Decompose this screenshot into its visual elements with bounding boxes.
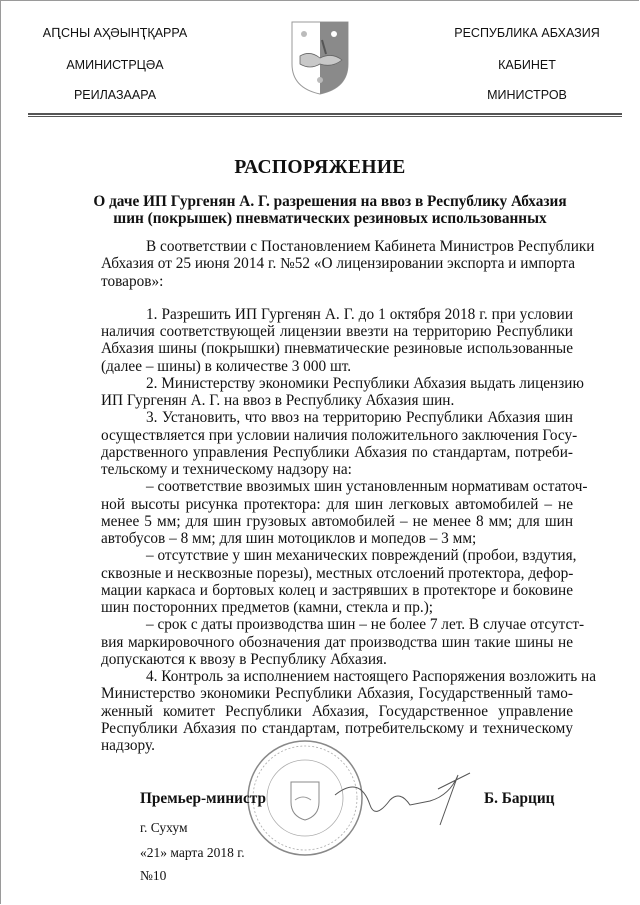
paragraph-line: Абхазия шины (покрышки) пневматические резиновые использованные (101, 340, 573, 358)
paragraph-line: наличия соответствующей лицензии ввезти на территорию Республики (101, 323, 573, 340)
header-left-line: АМИНИСТРЦӘА (66, 58, 164, 72)
paragraph-line: шин посторонних предметов (камни, стекла и пр.); (101, 599, 434, 616)
paragraph-line: товаров»: (101, 272, 164, 290)
handwritten-signature (330, 765, 480, 835)
signatory-name: Б. Барциц (484, 790, 555, 807)
paragraph-line: автобусов – 8 мм; для шин мотоциклов и мопедов – 3 мм; (101, 530, 477, 547)
paragraph (101, 238, 595, 290)
header-divider (28, 113, 622, 115)
header-right-line: КАБИНЕТ (498, 58, 556, 72)
paragraph-line: тельскому и техническому надзору на: (101, 461, 352, 478)
paragraph (101, 547, 577, 616)
paragraph (101, 478, 588, 547)
paragraph-line: 2. Министерству экономики Республики Абхазия выдать лицензию (146, 374, 584, 392)
paragraph-line: В соответствии с Постановлением Кабинета Министров Республики (146, 238, 595, 255)
paragraph-line: надзору. (101, 737, 155, 754)
paragraph-line: вия маркировочного обозначения дат производства шин такие шины не (101, 633, 573, 651)
paragraph-line: дарственного управления Республики Абхазия по стандартам, потреби- (101, 443, 573, 461)
signatory-position: Премьер-министр (140, 790, 266, 807)
coat-of-arms-emblem (290, 20, 350, 96)
paragraph-line: ной высоты рисунка протектора: для шин легковых автомобилей – не (101, 495, 573, 513)
document-title: РАСПОРЯЖЕНИЕ (234, 157, 406, 178)
header-left-line: АԤСНЫ АҲӘЫНҬҚАРРА (42, 26, 188, 40)
paragraph-line: ИП Гургенян А. Г. на ввоз в Республику Абхазия шин. (101, 392, 455, 409)
header-left-line: РЕИЛАЗААРА (73, 88, 157, 102)
header-right-line: РЕСПУБЛИКА АБХАЗИЯ (454, 26, 600, 40)
paragraph-line: мации каркаса и бортовых колец и застрявших в протекторе и боковине (101, 581, 573, 599)
paragraph-line: Абхазия от 25 июня 2014 г. №52 «О лицензировании экспорта и импорта (101, 255, 576, 273)
paragraph-line: – срок с даты производства шин – не более 7 лет. В случае отсутст- (146, 616, 585, 634)
paragraph (101, 374, 584, 410)
document-date: «21» марта 2018 г. (140, 845, 245, 860)
paragraph-line: сквозные и несквозные порезы), местных отслоений протектора, дефор- (101, 564, 574, 582)
paragraph-line: допускаются к ввозу в Республику Абхазия. (101, 650, 387, 668)
paragraph-line: Республики Абхазия по стандартам, потребительскому и техническому (101, 719, 573, 737)
paragraph (101, 616, 585, 668)
header-divider (28, 116, 622, 117)
subtitle-line: шин (покрышек) пневматических резиновых использованных (113, 210, 547, 228)
paragraph-line: (далее – шины) в количестве 3 000 шт. (101, 357, 352, 375)
paragraph-line: – отсутствие у шин механических повреждений (пробои, вздутия, (146, 547, 577, 565)
paragraph-line: 4. Контроль за исполнением настоящего Распоряжения возложить на (146, 668, 597, 685)
paragraph-line: 3. Установить, что ввоз на территорию Республики Абхазия шин (146, 409, 573, 427)
subtitle-line: О даче ИП Гургенян А. Г. разрешения на ввоз в Республику Абхазия (93, 193, 567, 210)
document-subtitle (60, 193, 600, 228)
paragraph-line: Министерство экономики Республики Абхазия, Государственный тамо- (101, 685, 573, 703)
paragraph (101, 409, 578, 478)
document-body (101, 238, 597, 754)
document-city: г. Сухум (140, 820, 188, 835)
paragraph (101, 306, 573, 375)
paragraph-line: женный комитет Республики Абхазия, Государственное управление (101, 702, 573, 720)
paragraph-line: – соответствие ввозимых шин установленным нормативам остаточ- (146, 478, 588, 496)
paragraph-line: менее 5 мм; для шин грузовых автомобилей – не менее 8 мм; для шин (101, 512, 573, 530)
document-number: №10 (140, 868, 167, 883)
header-right-line: МИНИСТРОВ (487, 88, 567, 102)
paragraph-line: осуществляется при условии наличия положительного заключения Госу- (101, 426, 578, 444)
paragraph-line: 1. Разрешить ИП Гургенян А. Г. до 1 октября 2018 г. при условии (146, 305, 573, 323)
